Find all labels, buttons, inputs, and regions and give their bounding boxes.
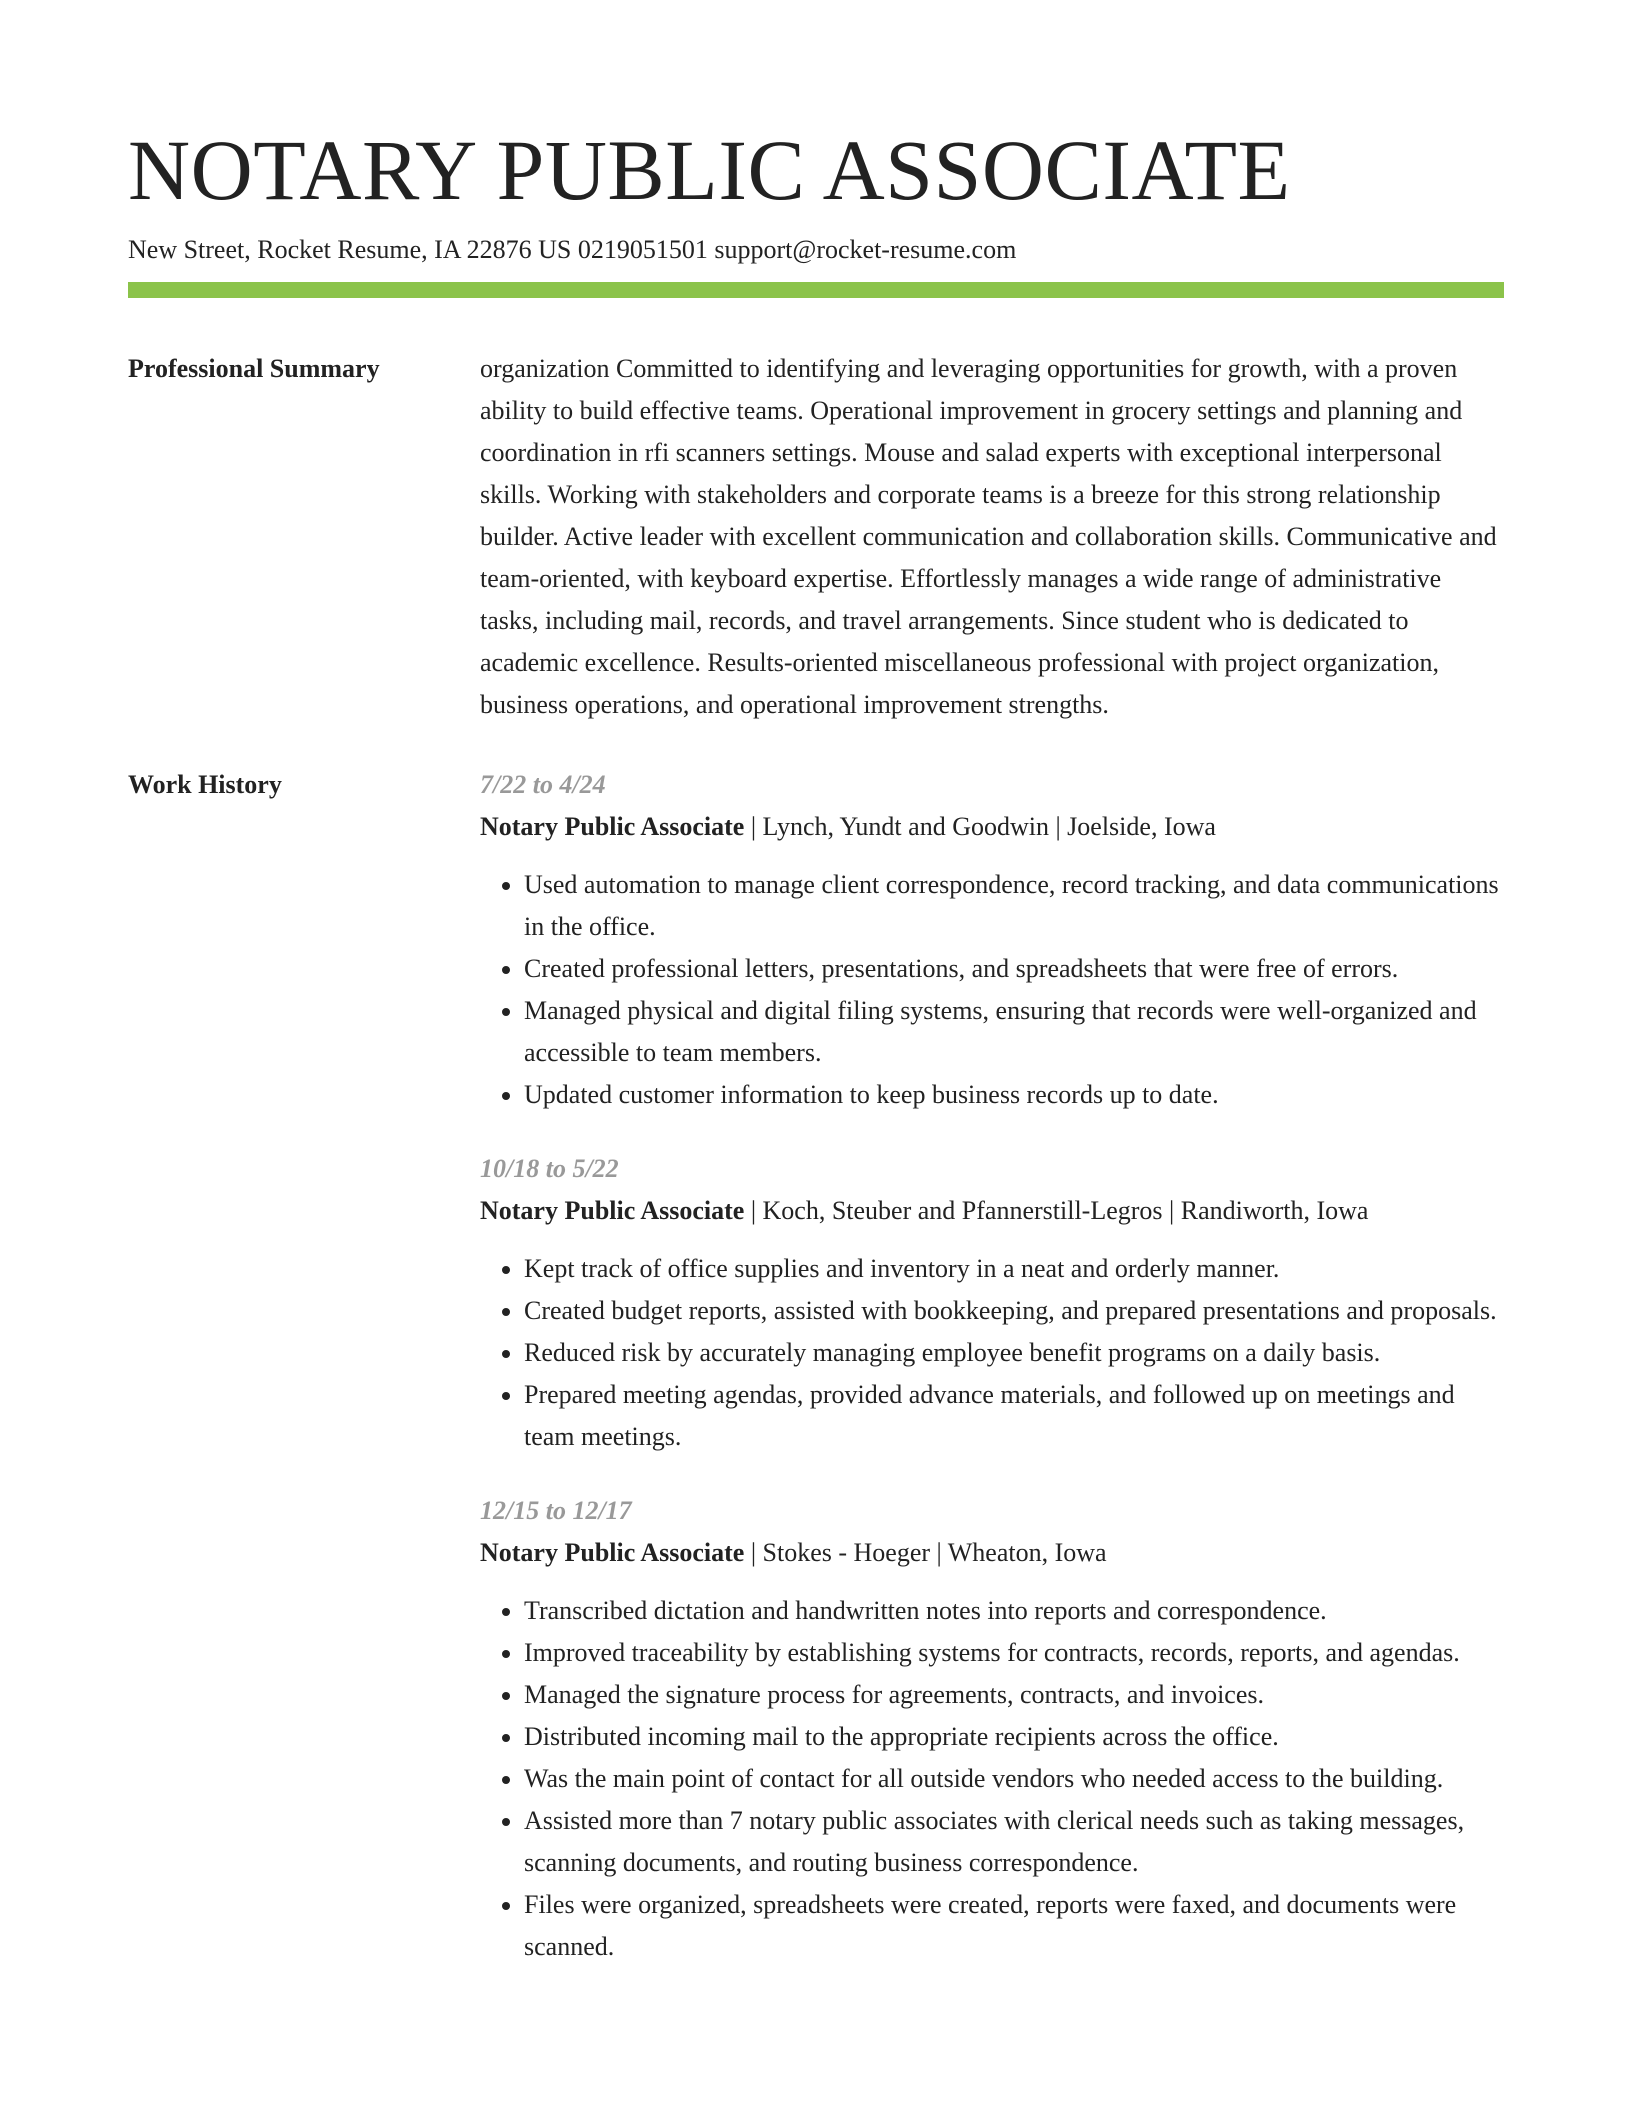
job-bullet: • Managed physical and digital filing systems, ensuring that records were well-organized and accessible to team members. [524, 990, 1504, 1074]
job-bullet: • Files were organized, spreadsheets were created, reports were faxed, and documents were scanned. [524, 1884, 1504, 1968]
summary-text: organization Committed to identifying and leveraging opportunities for growth, with a proven ability to build effective teams. Operational improvement in grocery settings and planning and coordination in rfi scanners settings. Mouse and salad experts with exceptional interpersonal skills. Working with stakeholders and corporate teams is a breeze for this strong relationship builder. Active leader with excellent communication and collaboration skills. Communicative and team-oriented, with keyboard expertise. Effortlessly manages a wide range of administrative tasks, including mail, records, and travel arrangements. Since student who is dedicated to academic excellence. Results-oriented miscellaneous professional with project organization, business operations, and operational improvement strengths. [480, 354, 1497, 719]
job-title: Notary Public Associate [480, 1196, 745, 1225]
work-history-label: Work History [128, 770, 282, 799]
work-history-section [128, 764, 1504, 2000]
job-entry [480, 1148, 1504, 1458]
resume-title: NOTARY PUBLIC ASSOCIATE [128, 122, 1291, 218]
job-bullet: • Used automation to manage client correspondence, record tracking, and data communications in the office. [524, 864, 1504, 948]
job-bullet: • Distributed incoming mail to the appropriate recipients across the office. [524, 1716, 1504, 1758]
job-title: Notary Public Associate [480, 812, 745, 841]
contact-line [128, 232, 1504, 268]
job-title: Notary Public Associate [480, 1538, 745, 1567]
summary-label: Professional Summary [128, 354, 380, 383]
job-heading [480, 1190, 1504, 1232]
job-bullet: • Managed the signature process for agreements, contracts, and invoices. [524, 1674, 1504, 1716]
job-bullet-list [480, 1590, 1504, 1968]
job-bullet: • Kept track of office supplies and inventory in a neat and orderly manner. [524, 1248, 1504, 1290]
contact-email: support@rocket-resume.com [714, 235, 1017, 264]
contact-address: New Street, Rocket Resume, IA 22876 US [128, 235, 572, 264]
summary-section [128, 348, 1504, 726]
job-bullet: • Improved traceability by establishing systems for contracts, records, reports, and agendas. [524, 1632, 1504, 1674]
summary-body [480, 348, 1504, 726]
job-entry [480, 1490, 1504, 1968]
job-bullet: • Transcribed dictation and handwritten notes into reports and correspondence. [524, 1590, 1504, 1632]
job-details: | Koch, Steuber and Pfannerstill-Legros | Randiworth, Iowa [744, 1196, 1369, 1225]
job-details: | Stokes - Hoeger | Wheaton, Iowa [744, 1538, 1107, 1567]
job-details: | Lynch, Yundt and Goodwin | Joelside, Iowa [744, 812, 1216, 841]
job-bullet-list [480, 1248, 1504, 1458]
job-dates: 12/15 to 12/17 [480, 1496, 632, 1525]
contact-phone: 0219051501 [577, 235, 708, 264]
header-divider [128, 282, 1504, 298]
job-dates: 10/18 to 5/22 [480, 1154, 619, 1183]
job-entry [480, 764, 1504, 1116]
job-bullet: • Created budget reports, assisted with bookkeeping, and prepared presentations and proposals. [524, 1290, 1504, 1332]
resume-page [128, 120, 1504, 2000]
job-bullet: • Reduced risk by accurately managing employee benefit programs on a daily basis. [524, 1332, 1504, 1374]
job-bullet-list [480, 864, 1504, 1116]
job-bullet: • Prepared meeting agendas, provided advance materials, and followed up on meetings and team meetings. [524, 1374, 1504, 1458]
job-heading [480, 1532, 1504, 1574]
job-bullet: • Was the main point of contact for all outside vendors who needed access to the building. [524, 1758, 1504, 1800]
job-bullet: • Created professional letters, presentations, and spreadsheets that were free of errors. [524, 948, 1504, 990]
job-bullet: • Assisted more than 7 notary public associates with clerical needs such as taking messages, scanning documents, and routing business correspondence. [524, 1800, 1504, 1884]
work-history-body [480, 764, 1504, 2000]
job-bullet: • Updated customer information to keep business records up to date. [524, 1074, 1504, 1116]
job-dates: 7/22 to 4/24 [480, 770, 606, 799]
job-heading [480, 806, 1504, 848]
